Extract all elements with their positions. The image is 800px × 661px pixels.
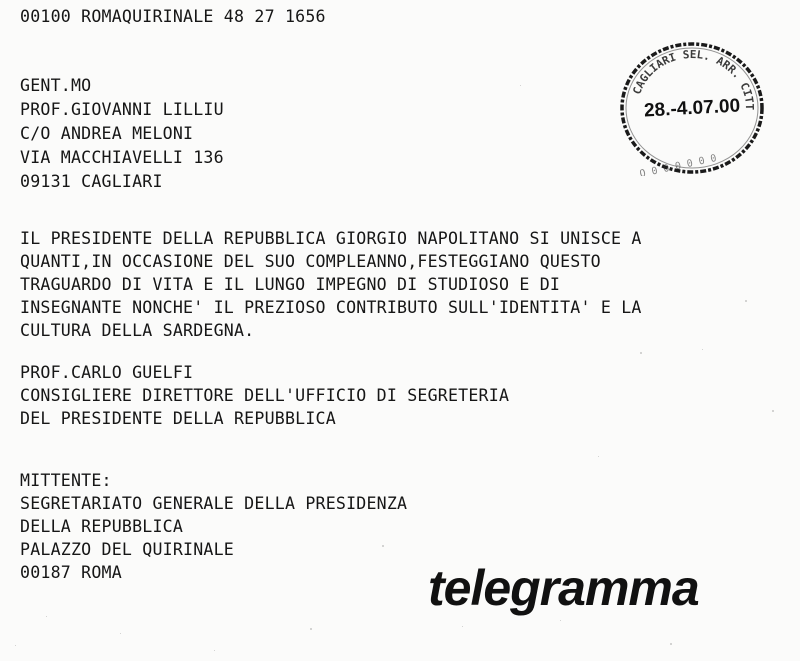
- signature-office: DEL PRESIDENTE DELLA REPUBBLICA: [20, 409, 336, 428]
- paper-speck: [598, 456, 599, 457]
- paper-speck: [520, 85, 521, 86]
- stamp-ring-text: CAGLIARI SEL. ARR. CITT: [630, 47, 757, 111]
- sender-org-line-1: SEGRETARIATO GENERALE DELLA PRESIDENZA: [20, 494, 408, 513]
- paper-speck: [382, 545, 384, 547]
- svg-text:O 0 0 0 0 0 0: O 0 0 0 0 0 0: [638, 152, 718, 176]
- paper-speck: [772, 410, 774, 412]
- telegram-header-line: 00100 ROMAQUIRINALE 48 27 1656: [20, 7, 326, 26]
- paper-speck: [120, 633, 121, 634]
- signature-title: CONSIGLIERE DIRETTORE DELL'UFFICIO DI SEGRETERIA: [20, 386, 510, 405]
- paper-speck: [15, 645, 16, 646]
- paper-speck: [745, 300, 747, 302]
- recipient-name: PROF.GIOVANNI LILLIU: [20, 100, 224, 119]
- signature-name: PROF.CARLO GUELFI: [20, 363, 194, 382]
- message-line-2: QUANTI,IN OCCASIONE DEL SUO COMPLEANNO,FESTEGGIANO QUESTO: [20, 252, 601, 271]
- paper-speck: [46, 616, 47, 617]
- recipient-care-of: C/O ANDREA MELONI: [20, 124, 194, 143]
- message-line-1: IL PRESIDENTE DELLA REPUBBLICA GIORGIO NAPOLITANO SI UNISCE A: [20, 229, 642, 248]
- message-line-4: INSEGNANTE NONCHE' IL PREZIOSO CONTRIBUTO SULL'IDENTITA' E LA: [20, 298, 642, 317]
- paper-speck: [462, 626, 463, 627]
- telegramma-logo: telegramma: [428, 560, 699, 616]
- recipient-street: VIA MACCHIAVELLI 136: [20, 148, 224, 167]
- paper-speck: [560, 620, 561, 621]
- sender-label: MITTENTE:: [20, 471, 112, 490]
- recipient-salutation: GENT.MO: [20, 76, 92, 95]
- recipient-city: 09131 CAGLIARI: [20, 172, 163, 191]
- paper-speck: [640, 352, 642, 354]
- message-line-3: TRAGUARDO DI VITA E IL LUNGO IMPEGNO DI STUDIOSO E DI: [20, 275, 561, 294]
- paper-speck: [670, 643, 672, 645]
- paper-speck: [310, 628, 312, 630]
- sender-palace: PALAZZO DEL QUIRINALE: [20, 540, 234, 559]
- sender-city: 00187 ROMA: [20, 563, 122, 582]
- paper-speck: [214, 650, 215, 651]
- message-line-5: CULTURA DELLA SARDEGNA.: [20, 321, 255, 340]
- postal-stamp: [618, 40, 766, 176]
- stamp-date: 28.-4.07.00: [643, 95, 741, 122]
- sender-org-line-2: DELLA REPUBBLICA: [20, 517, 184, 536]
- paper-speck: [702, 349, 703, 350]
